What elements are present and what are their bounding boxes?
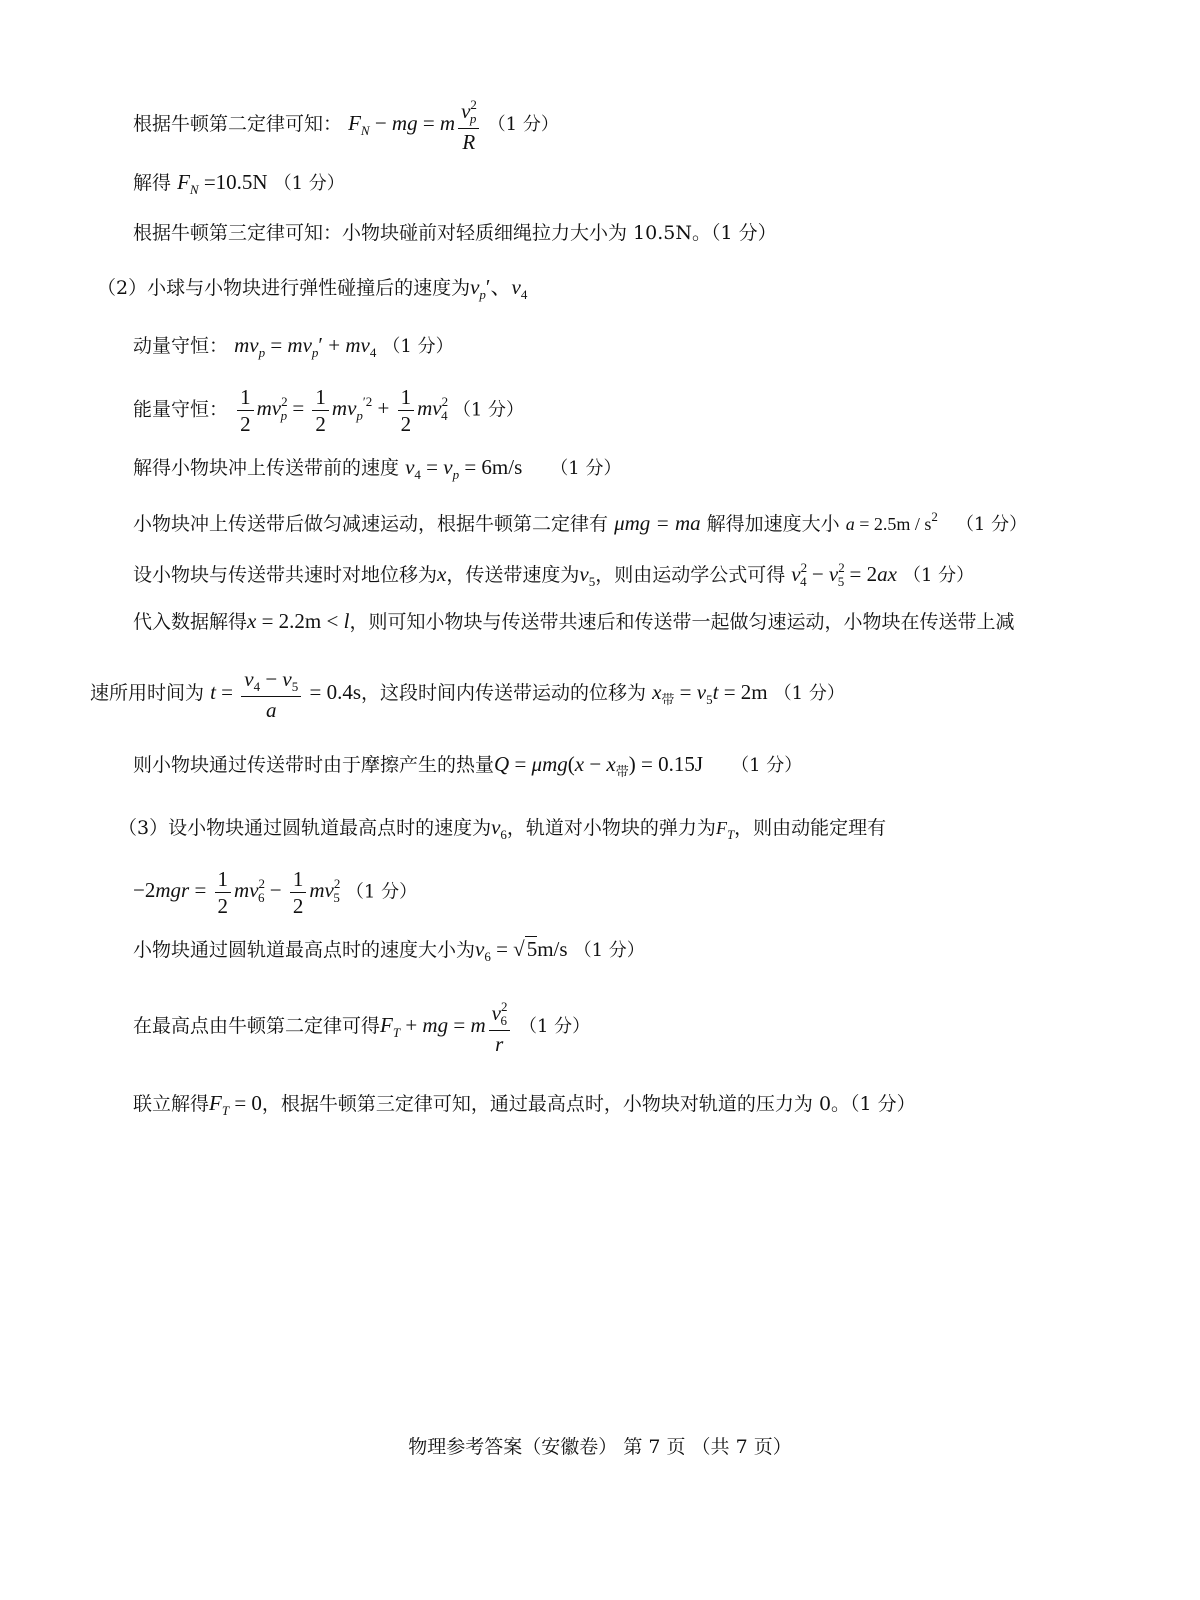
formula-ft-zero: $F_T = 0$ (209, 1091, 262, 1118)
formula-v4: $v_4 = v_p = 6m/s$ (405, 455, 523, 482)
formula-mumg: μmg = ma (614, 511, 701, 535)
formula-momentum: $mv_p = mv_p' + mv_4$ (234, 333, 377, 360)
line-v6: 小物块通过圆轨道最高点时的速度大小为$v_6 = √5m/s$ （1 分） (133, 937, 645, 964)
formula-time: t = $\frac{v_4 - v_5}{a}$ = 0.4s (210, 667, 362, 722)
formula-kinematics: $v^2_4 - v^2_5 = 2ax$ (791, 560, 897, 589)
line-newton-third: 根据牛顿第三定律可知：小物块碰前对轻质细绳拉力大小为 10.5N。（1 分） (133, 222, 777, 244)
formula-fn-value: $F_N =10.5N$ (177, 170, 268, 197)
formula-fn: $F_N$ − mg = m $\frac{v^2_p}{R}$ (348, 111, 488, 135)
var-v6: $v_6$ (491, 815, 507, 842)
formula-acceleration: $a = 2.5m / s^2$ (845, 509, 938, 534)
formula-x: x = 2.2m < l (247, 609, 350, 633)
line-kinematics: 设小物块与传送带共速时对地位移为x，传送带速度为$v_5$，则由运动学公式可得 $v^2_4 - v^2_5 = 2ax$ （1 分） (133, 560, 975, 589)
var-ft: $F_T$ (715, 818, 735, 842)
formula-ft: $F_T$ + mg = m $\frac{v^2_6}{r}$ (380, 1013, 513, 1037)
line-solve-fn: 解得 $F_N =10.5N$ （1 分） (133, 170, 345, 197)
line-work-energy: −2mgr = $\frac{1}{2}$ $mv^2_6$ − $\frac{1}{2}$ $mv^2_5$ （1 分） (133, 867, 418, 919)
formula-work-energy: −2mgr = $\frac{1}{2}$ $mv^2_6$ − $\frac{1}{2}$ $mv^2_5$ (133, 867, 341, 919)
formula-v6: $v_6 = √5m/s$ (475, 937, 568, 964)
page-footer: 物理参考答案（安徽卷） 第 7 页 （共 7 页） (408, 1436, 792, 1458)
var-v5: $v_5$ (579, 562, 596, 589)
line-momentum: 动量守恒： $mv_p = mv_p' + mv_4$ （1 分） (133, 333, 454, 360)
line-v4: 解得小物块冲上传送带前的速度 $v_4 = v_p = 6m/s$ （1 分） (133, 455, 622, 482)
line-time: 速所用时间为 t = $\frac{v_4 - v_5}{a}$ = 0.4s，这段时间内传送带运动的位移为 $x_带 = v_5t = 2m$ （1 分） (90, 667, 845, 722)
line-newton-second-top: 在最高点由牛顿第二定律可得$F_T$ + mg = m $\frac{v^2_6}{r}$ （1 分） (133, 999, 591, 1056)
formula-heat: $Q = \mu mg(x - x_带) = 0.15J$ (494, 752, 704, 779)
line-heat: 则小物块通过传送带时由于摩擦产生的热量$Q = \mu mg(x - x_带) = 0.15J$ （1 分） (133, 752, 803, 779)
formula-energy: $\frac{1}{2}$ $mv^2_p$ = $\frac{1}{2}$ $mv_p^{'2}$ + $\frac{1}{2}$ $mv^2_4$ (234, 396, 453, 420)
formula-belt-displacement: $x_带 = v_5t = 2m$ (652, 680, 768, 708)
line-part-2-intro: （2）小球与小物块进行弹性碰撞后的速度为$v_p'$、$v_4$ (97, 275, 528, 302)
line-part-3-intro: （3）设小物块通过圆轨道最高点时的速度为$v_6$，轨道对小物块的弹力为$F_T$，则由动能定理有 (118, 815, 887, 842)
line-substitute: 代入数据解得x = 2.2m < l，则可知小物块与传送带共速后和传送带一起做匀速运动，小物块在传送带上减 (133, 609, 1015, 633)
line-newton-second-1: 根据牛顿第二定律可知： $F_N$ − mg = m $\frac{v^2_p}{R}$ （1 分） (133, 97, 559, 154)
var-x: x (437, 562, 447, 586)
line-deceleration: 小物块冲上传送带后做匀减速运动，根据牛顿第二定律有 μmg = ma 解得加速度大小 $a = 2.5m / s^2$ （1 分） (133, 509, 1028, 535)
formula-velocities: $v_p'$、$v_4$ (470, 275, 528, 302)
line-energy: 能量守恒： $\frac{1}{2}$ $mv^2_p$ = $\frac{1}{2}$ $mv_p^{'2}$ + $\frac{1}{2}$ $mv^2_4$ （1 分） (133, 385, 525, 437)
line-conclusion: 联立解得$F_T = 0$，根据牛顿第三定律可知，通过最高点时，小物块对轨道的压力为 0。（1 分） (133, 1091, 916, 1118)
